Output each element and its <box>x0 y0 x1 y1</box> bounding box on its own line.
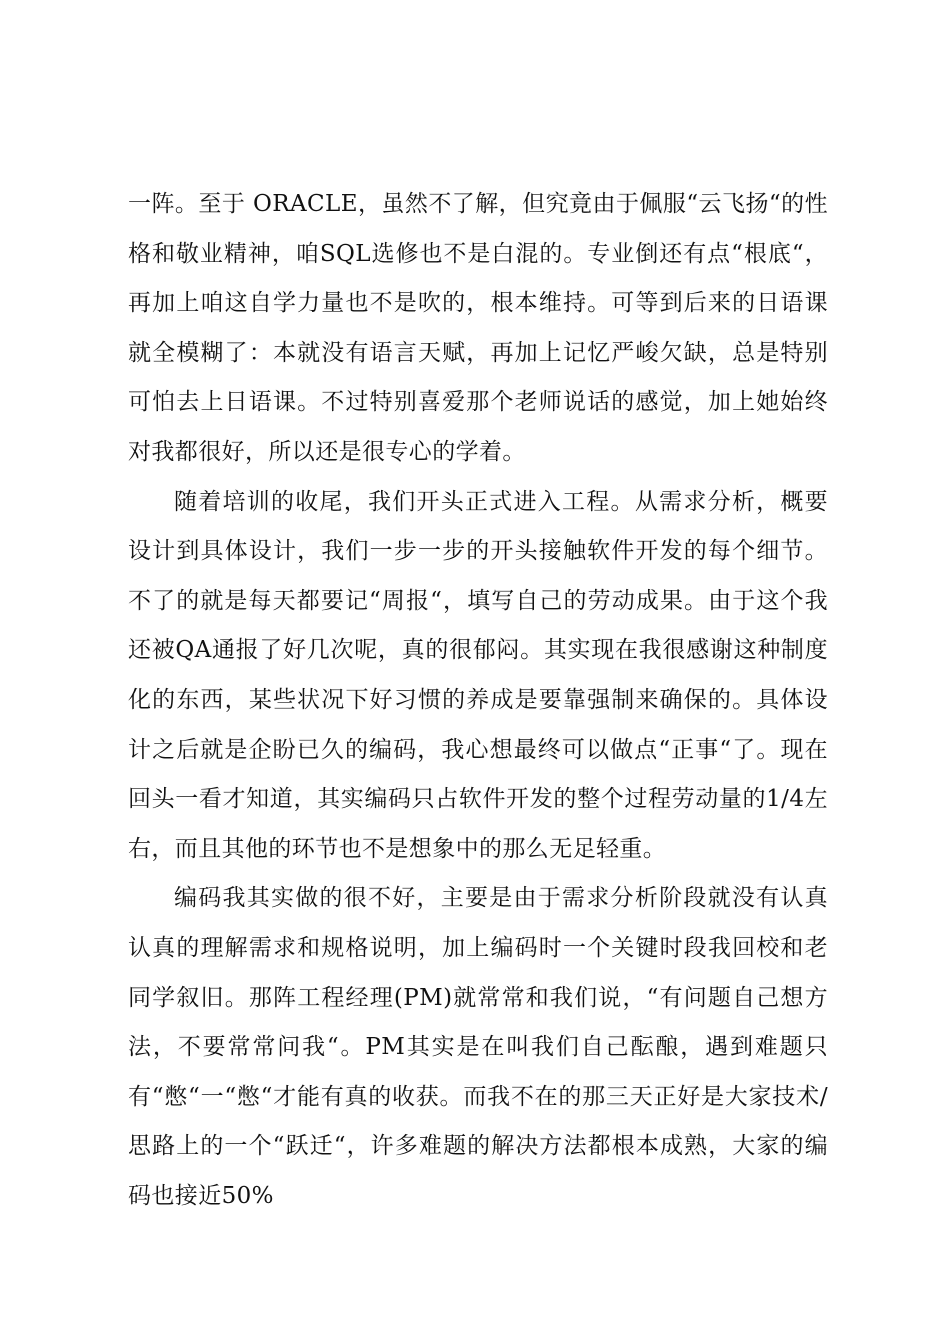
paragraph-1: 一阵。至于 ORACLE，虽然不了解，但究竟由于佩服“云飞扬“的性格和敬业精神，咱SQL选修也不是白混的。专业倒还有点“根底“，再加上咱这自学力量也不是吹的，根本维持。可等到后来的日语课就全模糊了：本就没有语言天赋，再加上记忆严峻欠缺，总是特别可怕去上日语课。不过特别喜爱那个老师说话的感觉，加上她始终对我都很好，所以还是很专心的学着。 <box>128 191 828 465</box>
document-body <box>128 180 828 1221</box>
paragraph-2: 随着培训的收尾，我们开头正式进入工程。从需求分析，概要设计到具体设计，我们一步一步的开头接触软件开发的每个细节。不了的就是每天都要记“周报“，填写自己的劳动成果。由于这个我还被QA通报了好几次呢，真的很郁闷。其实现在我很感谢这种制度化的东西，某些状况下好习惯的养成是要靠强制来确保的。具体设计之后就是企盼已久的编码，我心想最终可以做点“正事“了。现在回头一看才知道，其实编码只占软件开发的整个过程劳动量的1/4左右，而且其他的环节也不是想象中的那么无足轻重。 <box>128 488 828 862</box>
paragraph-3: 编码我其实做的很不好，主要是由于需求分析阶段就没有认真认真的理解需求和规格说明，加上编码时一个关键时段我回校和老同学叙旧。那阵工程经理(PM)就常常和我们说，“有问题自己想方法，不要常常问我“。PM其实是在叫我们自己酝酿，遇到难题只有“憋“一“憋“才能有真的收获。而我不在的那三天正好是大家技术/思路上的一个“跃迁“，许多难题的解决方法都根本成熟，大家的编码也接近50% <box>128 885 828 1209</box>
